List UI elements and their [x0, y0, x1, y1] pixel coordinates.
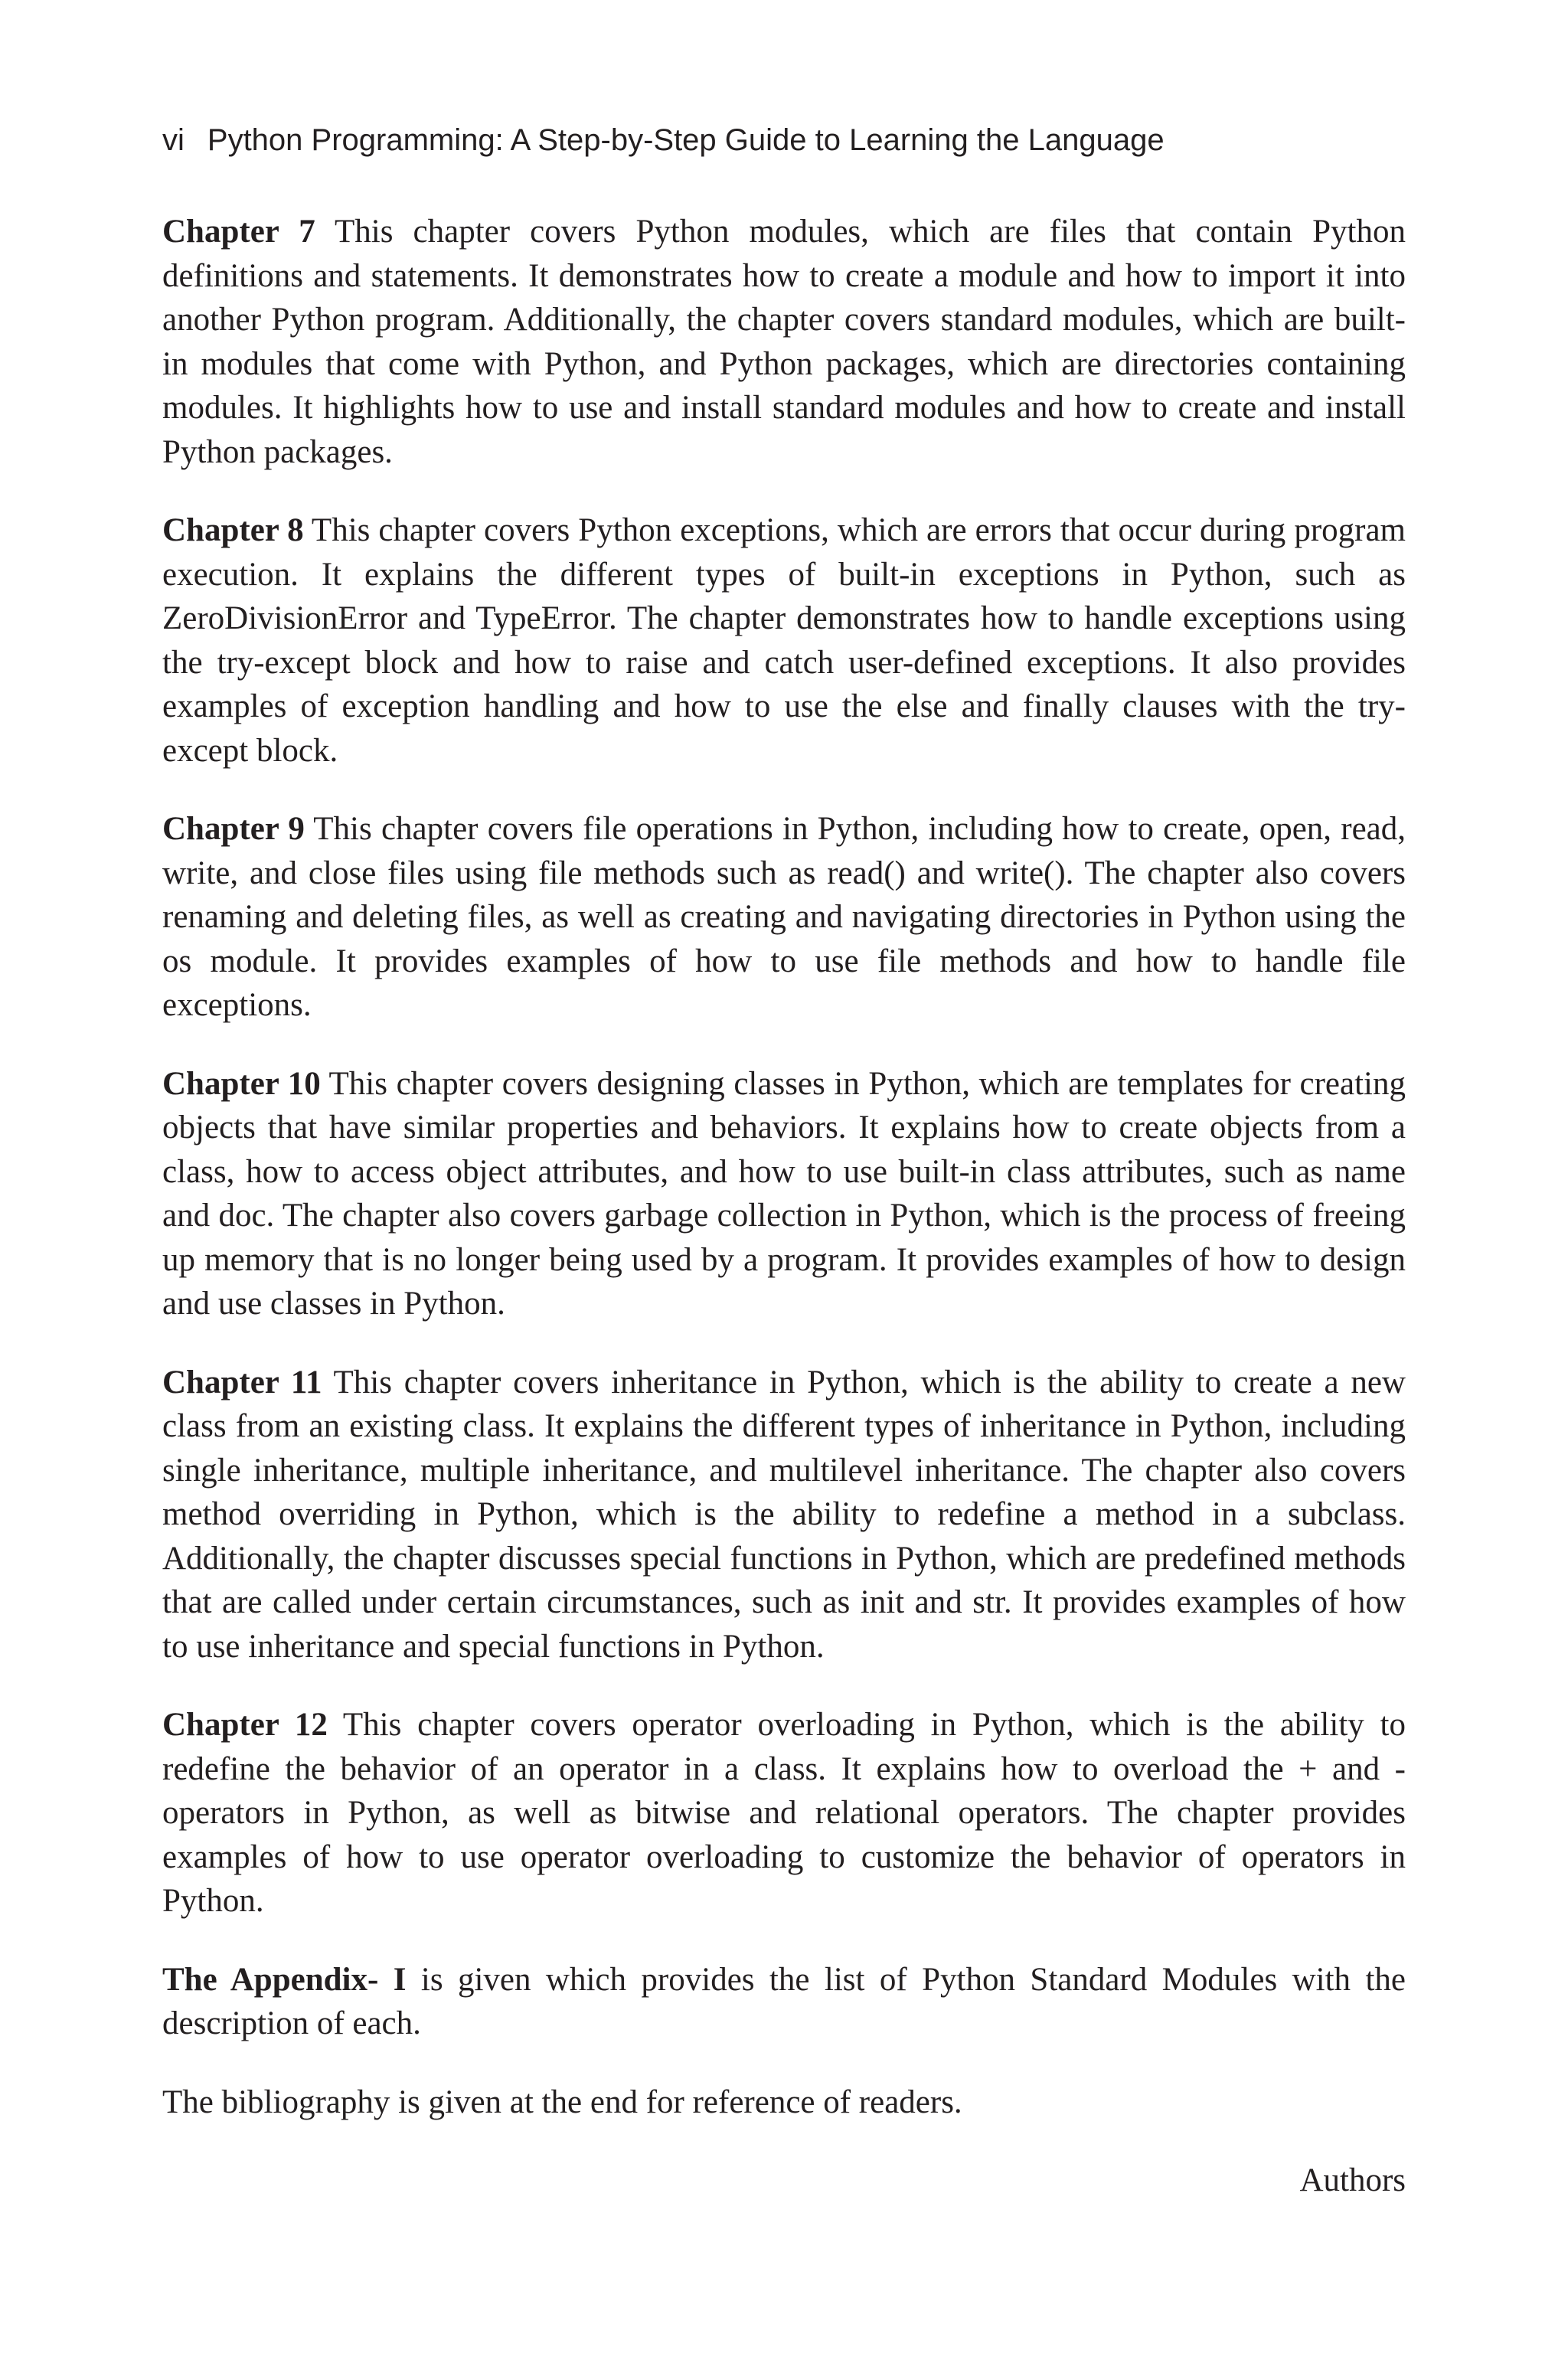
chapter-10-summary: This chapter covers designing classes in Python, which are templates for creating objects that have similar properties and behaviors. It explains how to create objects from a class, how to access object attributes, and how to use built-in class attributes, such as name and doc. The chapter also covers garbage collection in Python, which is the process of freeing up memory that is no longer being used by a program. It provides examples of how to design and use classes in Python.: [162, 1065, 1406, 1322]
running-header: [162, 121, 1406, 159]
paragraph-appendix: [162, 1958, 1406, 2046]
chapter-8-heading: Chapter 8: [162, 512, 304, 548]
paragraph-chapter-9: [162, 807, 1406, 1028]
paragraph-chapter-12: [162, 1703, 1406, 1923]
chapter-12-summary: This chapter covers operator overloading in Python, which is the ability to redefine the behavior of an operator in a class. It explains how to overload the + and - operators in Python, as well as bitwise and relational operators. The chapter provides examples of how to use operator overloading to customize the behavior of operators in Python.: [162, 1707, 1406, 1919]
chapter-7-heading: Chapter 7: [162, 214, 315, 250]
authors-signature: Authors: [1299, 2162, 1406, 2198]
paragraph-bibliography: The bibliography is given at the end for reference of readers.: [162, 2084, 962, 2120]
chapter-12-heading: Chapter 12: [162, 1707, 328, 1743]
page-folio: vi: [162, 123, 185, 157]
paragraph-chapter-10: [162, 1062, 1406, 1326]
chapter-10-heading: Chapter 10: [162, 1065, 321, 1102]
paragraph-chapter-7: [162, 210, 1406, 474]
book-page: [162, 0, 1406, 2363]
body-text: [162, 210, 1406, 2237]
chapter-9-heading: Chapter 9: [162, 811, 305, 847]
chapter-11-heading: Chapter 11: [162, 1364, 322, 1400]
running-header-title: Python Programming: A Step-by-Step Guide to Learning the Language: [207, 123, 1165, 157]
paragraph-chapter-11: [162, 1361, 1406, 1669]
chapter-11-summary: This chapter covers inheritance in Python, which is the ability to create a new class from an existing class. It explains the different types of inheritance in Python, including single inheritance, multiple inheritance, and multilevel inheritance. The chapter also covers method overriding in Python, which is the ability to redefine a method in a subclass. Additionally, the chapter discusses special functions in Python, which are predefined methods that are called under certain circumstances, such as init and str. It provides examples of how to use inheritance and special functions in Python.: [162, 1364, 1406, 1665]
appendix-heading: The Appendix- I: [162, 1961, 407, 1998]
chapter-8-summary: This chapter covers Python exceptions, which are errors that occur during program execution. It explains the different types of built-in exceptions in Python, such as ZeroDivisionError and TypeError. The chapter demonstrates how to handle exceptions using the try-except block and how to raise and catch user-defined exceptions. It also provides examples of exception handling and how to use the else and finally clauses with the try-except block.: [162, 512, 1406, 769]
chapter-7-summary: This chapter covers Python modules, which are files that contain Python definitions and statements. It demonstrates how to create a module and how to import it into another Python program. Additionally, the chapter covers standard modules, which are built-in modules that come with Python, and Python packages, which are directories containing modules. It highlights how to use and install standard modules and how to create and install Python packages.: [162, 214, 1406, 470]
chapter-9-summary: This chapter covers file operations in Python, including how to create, open, read, write, and close files using file methods such as read() and write(). The chapter also covers renaming and deleting files, as well as creating and navigating directories in Python using the os module. It provides examples of how to use file methods and how to handle file exceptions.: [162, 811, 1406, 1023]
paragraph-chapter-8: [162, 508, 1406, 773]
appendix-summary: is given which provides the list of Python Standard Modules with the description of each.: [162, 1961, 1406, 2041]
